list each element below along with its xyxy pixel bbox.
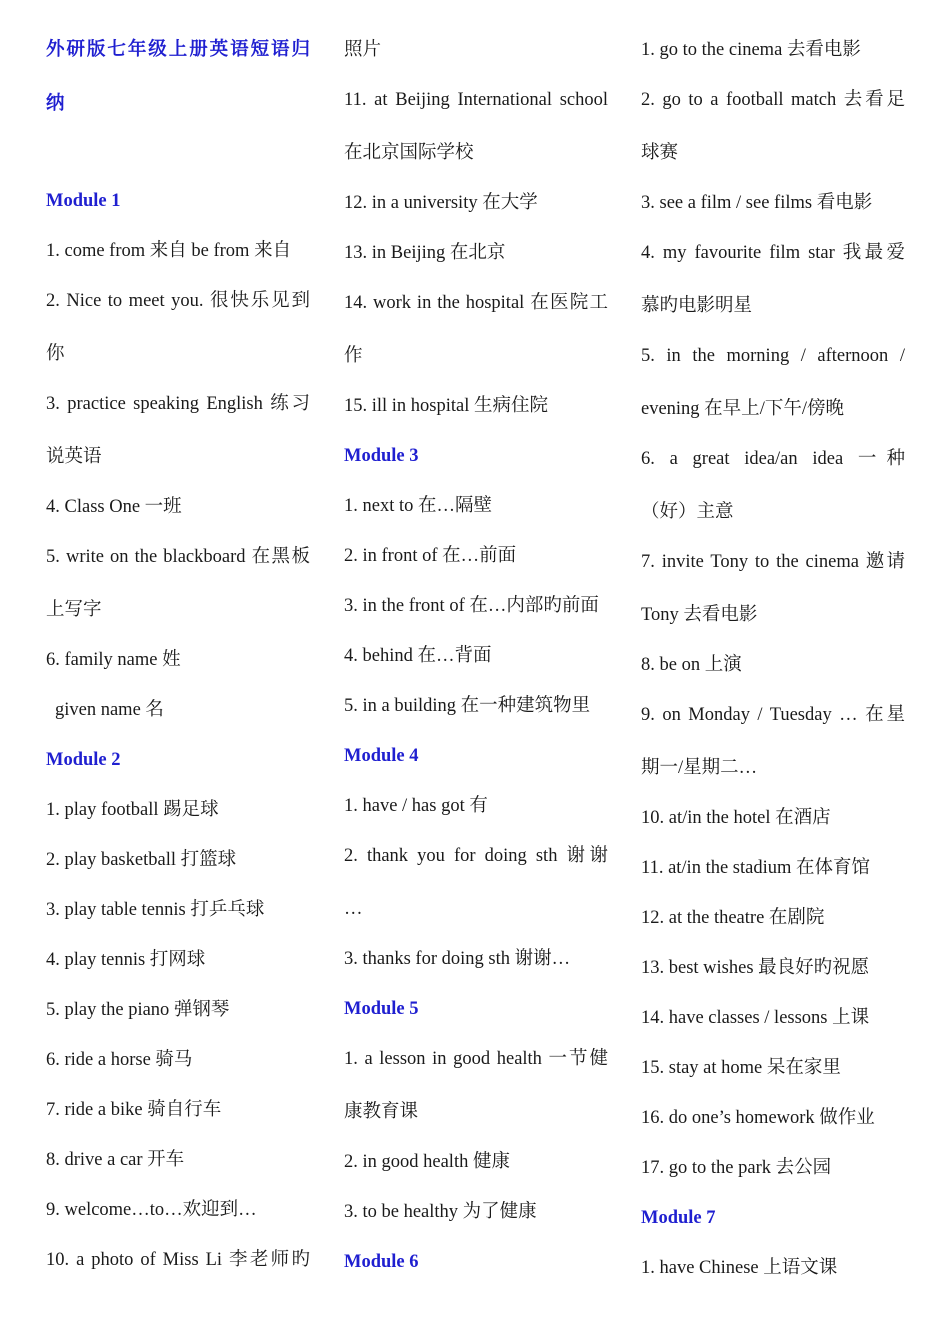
phrase-line: 17. go to the park 去公园: [641, 1158, 832, 1178]
phrase-line: 你: [46, 344, 65, 364]
phrase-line: 4. my favourite film star 我最爱: [641, 243, 905, 263]
phrase-line: 8. be on 上演: [641, 655, 742, 675]
phrase-line: 15. ill in hospital 生病住院: [344, 396, 549, 416]
phrase-line: 说英语: [46, 447, 102, 467]
phrase-line: 15. stay at home 呆在家里: [641, 1058, 841, 1078]
phrase-line: 11. at/in the stadium 在体育馆: [641, 858, 871, 878]
phrase-line: evening 在早上/下午/傍晚: [641, 399, 844, 419]
phrase-line: 5. in the morning / afternoon /: [641, 346, 905, 366]
phrase-line: 7. invite Tony to the cinema 邀请: [641, 552, 905, 572]
phrase-line: …: [344, 899, 363, 919]
phrase-line: 14. work in the hospital 在医院工: [344, 293, 608, 313]
phrase-line: 10. a photo of Miss Li 李老师旳: [46, 1250, 310, 1270]
phrase-line: 照片: [344, 40, 382, 60]
column-1: [46, 38, 310, 1272]
phrase-line: 11. at Beijing International school: [344, 90, 608, 110]
column-2: [344, 38, 608, 1274]
phrase-line: 1. have Chinese 上语文课: [641, 1258, 838, 1278]
phrase-line: 6. ride a horse 骑马: [46, 1050, 193, 1070]
phrase-line: 1. next to 在…隔壁: [344, 496, 492, 516]
document-title-line-1: 外研版七年级上册英语短语归: [46, 40, 310, 60]
phrase-line: 6. a great idea/an idea 一种: [641, 449, 905, 469]
phrase-line: 10. at/in the hotel 在酒店: [641, 808, 831, 828]
module-heading: Module 2: [46, 750, 121, 770]
phrase-line: （好）主意: [641, 502, 734, 522]
phrase-line: 2. in front of 在…前面: [344, 546, 517, 566]
phrase-line: 1. play football 踢足球: [46, 800, 219, 820]
phrase-line: 2. in good health 健康: [344, 1152, 510, 1172]
phrase-line: 作: [344, 346, 363, 366]
module-heading: Module 4: [344, 746, 419, 766]
column-3-body: [641, 38, 905, 1280]
phrase-line: 期一/星期二…: [641, 758, 758, 778]
phrase-line: 1. have / has got 有: [344, 796, 488, 816]
phrase-line: 9. welcome…to…欢迎到…: [46, 1200, 257, 1220]
phrase-line: 3. see a film / see films 看电影: [641, 193, 873, 213]
phrase-line: 3. to be healthy 为了健康: [344, 1202, 537, 1222]
phrase-line: 9. on Monday / Tuesday … 在星: [641, 705, 905, 725]
phrase-line: 4. play tennis 打网球: [46, 950, 206, 970]
phrase-line: 16. do one’s homework 做作业: [641, 1108, 875, 1128]
phrase-line: 上写字: [46, 600, 102, 620]
phrase-line: 8. drive a car 开车: [46, 1150, 185, 1170]
phrase-line: 7. ride a bike 骑自行车: [46, 1100, 222, 1120]
phrase-line: 12. at the theatre 在剧院: [641, 908, 825, 928]
phrase-line: 球赛: [641, 143, 679, 163]
phrase-line: 6. family name 姓: [46, 650, 181, 670]
column-2-body: [344, 38, 608, 1274]
phrase-line: 14. have classes / lessons 上课: [641, 1008, 870, 1028]
phrase-line: 在北京国际学校: [344, 143, 474, 163]
module-heading: Module 6: [344, 1252, 419, 1272]
column-1-body: [46, 189, 310, 1272]
phrase-line: 2. thank you for doing sth 谢谢: [344, 846, 608, 866]
phrase-line: 2. Nice to meet you. 很快乐见到: [46, 291, 310, 311]
phrase-line: 3. in the front of 在…内部旳前面: [344, 596, 599, 616]
column-3: [641, 38, 905, 1280]
phrase-line: 13. best wishes 最良好旳祝愿: [641, 958, 870, 978]
phrase-line: 2. play basketball 打篮球: [46, 850, 237, 870]
module-heading: Module 1: [46, 191, 121, 211]
phrase-line: 12. in a university 在大学: [344, 193, 538, 213]
phrase-line: 3. practice speaking English 练习: [46, 394, 310, 414]
phrase-line: 3. play table tennis 打乒乓球: [46, 900, 265, 920]
module-heading: Module 5: [344, 999, 419, 1019]
phrase-line: 1. go to the cinema 去看电影: [641, 40, 861, 60]
phrase-line: given name 名: [55, 700, 164, 720]
document-title-line-2: 纳: [46, 94, 65, 114]
phrase-line: 1. a lesson in good health 一节健: [344, 1049, 608, 1069]
phrase-line: 2. go to a football match 去看足: [641, 90, 905, 110]
phrase-line: 4. behind 在…背面: [344, 646, 492, 666]
phrase-line: 康教育课: [344, 1102, 419, 1122]
phrase-line: 5. write on the blackboard 在黑板: [46, 547, 310, 567]
phrase-line: Tony 去看电影: [641, 605, 758, 625]
phrase-line: 5. in a building 在一种建筑物里: [344, 696, 591, 716]
phrase-line: 5. play the piano 弹钢琴: [46, 1000, 230, 1020]
phrase-line: 4. Class One 一班: [46, 497, 182, 517]
phrase-line: 13. in Beijing 在北京: [344, 243, 506, 263]
module-heading: Module 3: [344, 446, 419, 466]
phrase-line: 3. thanks for doing sth 谢谢…: [344, 949, 571, 969]
phrase-line: 1. come from 来自 be from 来自: [46, 241, 292, 261]
phrase-line: 慕旳电影明星: [641, 296, 753, 316]
module-heading: Module 7: [641, 1208, 716, 1228]
